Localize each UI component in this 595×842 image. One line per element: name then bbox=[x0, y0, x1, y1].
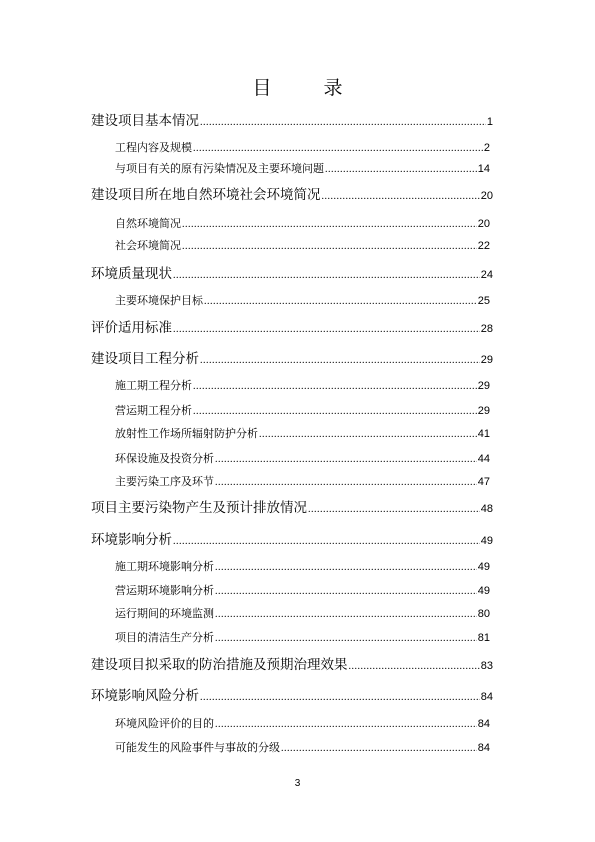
toc-entry-title: 环境质量现状 bbox=[91, 266, 172, 282]
toc-entry[interactable] bbox=[91, 265, 493, 285]
dot-leader bbox=[193, 141, 483, 156]
dot-leader bbox=[173, 267, 480, 285]
dot-leader bbox=[193, 379, 477, 394]
dot-leader bbox=[193, 404, 477, 419]
toc-entry-page: 14 bbox=[477, 163, 490, 175]
toc-entry-page: 49 bbox=[477, 561, 490, 573]
toc-entry-title: 项目的清洁生产分析 bbox=[115, 631, 214, 644]
dot-leader bbox=[200, 114, 486, 132]
toc-entry-page: 29 bbox=[480, 354, 493, 366]
toc-entry-title: 营运期环境影响分析 bbox=[115, 584, 214, 597]
toc-entry[interactable] bbox=[91, 319, 493, 339]
toc-entry-page: 25 bbox=[477, 295, 490, 307]
toc-entry[interactable] bbox=[91, 112, 493, 132]
toc-entry-page: 28 bbox=[480, 323, 493, 335]
toc-entry-title: 项目主要污染物产生及预计排放情况 bbox=[91, 500, 307, 516]
toc-entry[interactable] bbox=[115, 238, 490, 254]
dot-leader bbox=[173, 321, 480, 339]
toc-entry[interactable] bbox=[115, 559, 490, 575]
toc-entry[interactable] bbox=[115, 606, 490, 622]
toc-entry-page: 20 bbox=[480, 190, 493, 202]
dot-leader bbox=[215, 475, 477, 490]
toc-entry-page: 80 bbox=[477, 608, 490, 620]
dot-leader bbox=[215, 607, 477, 622]
toc-entry[interactable] bbox=[115, 451, 490, 467]
toc-entry-title: 与项目有关的原有污染情况及主要环境问题 bbox=[115, 162, 324, 175]
toc-entry-page: 47 bbox=[477, 476, 490, 488]
toc-entry[interactable] bbox=[115, 740, 490, 756]
dot-leader bbox=[215, 717, 477, 732]
dot-leader bbox=[215, 631, 477, 646]
toc-entry-title: 建设项目工程分析 bbox=[91, 351, 199, 367]
toc-entry-title: 运行期间的环境监测 bbox=[115, 607, 214, 620]
dot-leader bbox=[308, 501, 480, 519]
dot-leader bbox=[281, 741, 477, 756]
dot-leader bbox=[349, 658, 480, 676]
dot-leader bbox=[215, 560, 477, 575]
toc-entry-page: 22 bbox=[477, 240, 490, 252]
toc-entry-title: 自然环境简况 bbox=[115, 217, 181, 230]
toc-entry-title: 放射性工作场所辐射防护分析 bbox=[115, 427, 258, 440]
toc-entry[interactable] bbox=[115, 293, 490, 309]
toc-entry[interactable] bbox=[115, 216, 490, 232]
toc-entry[interactable] bbox=[91, 687, 493, 707]
toc-entry[interactable] bbox=[91, 531, 493, 551]
toc-entry-title: 施工期工程分析 bbox=[115, 379, 192, 392]
toc-entry-title: 建设项目所在地自然环境社会环境简况 bbox=[91, 187, 321, 203]
page-title: 目录 bbox=[252, 77, 395, 99]
toc-entry-title: 可能发生的风险事件与事故的分级 bbox=[115, 741, 280, 754]
toc-entry-page: 49 bbox=[477, 585, 490, 597]
toc-entry-page: 49 bbox=[480, 535, 493, 547]
toc-entry-page: 1 bbox=[486, 116, 493, 128]
dot-leader bbox=[182, 217, 477, 232]
dot-leader bbox=[200, 689, 480, 707]
toc-entry-page: 2 bbox=[483, 142, 490, 154]
toc-entry-page: 29 bbox=[477, 405, 490, 417]
toc-entry[interactable] bbox=[115, 426, 490, 442]
dot-leader bbox=[325, 162, 477, 177]
toc-entry-title: 环境影响分析 bbox=[91, 532, 172, 548]
toc-entry-page: 48 bbox=[480, 503, 493, 515]
dot-leader bbox=[215, 584, 477, 599]
dot-leader bbox=[204, 294, 477, 309]
toc-entry[interactable] bbox=[91, 656, 493, 676]
toc-entry-page: 83 bbox=[480, 660, 493, 672]
page-number: 3 bbox=[294, 778, 301, 789]
toc-entry[interactable] bbox=[91, 186, 493, 206]
dot-leader bbox=[259, 427, 477, 442]
toc-entry-title: 建设项目拟采取的防治措施及预期治理效果 bbox=[91, 657, 348, 673]
toc-entry-title: 主要环境保护目标 bbox=[115, 294, 203, 307]
toc-entry-page: 84 bbox=[480, 691, 493, 703]
dot-leader bbox=[182, 239, 477, 254]
toc-entry[interactable] bbox=[91, 350, 493, 370]
toc-entry-title: 环境风险评价的目的 bbox=[115, 717, 214, 730]
toc-entry-title: 主要污染工序及环节 bbox=[115, 475, 214, 488]
toc-entry-title: 评价适用标准 bbox=[91, 320, 172, 336]
toc-entry-page: 81 bbox=[477, 632, 490, 644]
dot-leader bbox=[200, 352, 480, 370]
toc-entry[interactable] bbox=[115, 403, 490, 419]
toc-entry[interactable] bbox=[115, 161, 490, 177]
toc-entry-page: 29 bbox=[477, 380, 490, 392]
toc-entry-page: 44 bbox=[477, 453, 490, 465]
toc-entry-title: 社会环境简况 bbox=[115, 239, 181, 252]
toc-entry[interactable] bbox=[91, 499, 493, 519]
toc-entry[interactable] bbox=[115, 474, 490, 490]
toc-entry-page: 24 bbox=[480, 269, 493, 281]
toc-entry[interactable] bbox=[115, 378, 490, 394]
toc-entry-title: 营运期工程分析 bbox=[115, 404, 192, 417]
toc-entry-title: 环境影响风险分析 bbox=[91, 688, 199, 704]
toc-entry-page: 84 bbox=[477, 718, 490, 730]
toc-entry[interactable] bbox=[115, 630, 490, 646]
dot-leader bbox=[215, 452, 477, 467]
toc-entry-page: 20 bbox=[477, 218, 490, 230]
toc-entry-page: 41 bbox=[477, 428, 490, 440]
toc-entry[interactable] bbox=[115, 716, 490, 732]
toc-entry-title: 工程内容及规模 bbox=[115, 141, 192, 154]
toc-entry[interactable] bbox=[115, 583, 490, 599]
toc-entry-title: 环保设施及投资分析 bbox=[115, 452, 214, 465]
toc-entry[interactable] bbox=[115, 140, 490, 156]
toc-entry-title: 建设项目基本情况 bbox=[91, 113, 199, 129]
dot-leader bbox=[173, 533, 480, 551]
toc-entry-title: 施工期环境影响分析 bbox=[115, 560, 214, 573]
toc-entry-page: 84 bbox=[477, 742, 490, 754]
dot-leader bbox=[322, 188, 480, 206]
